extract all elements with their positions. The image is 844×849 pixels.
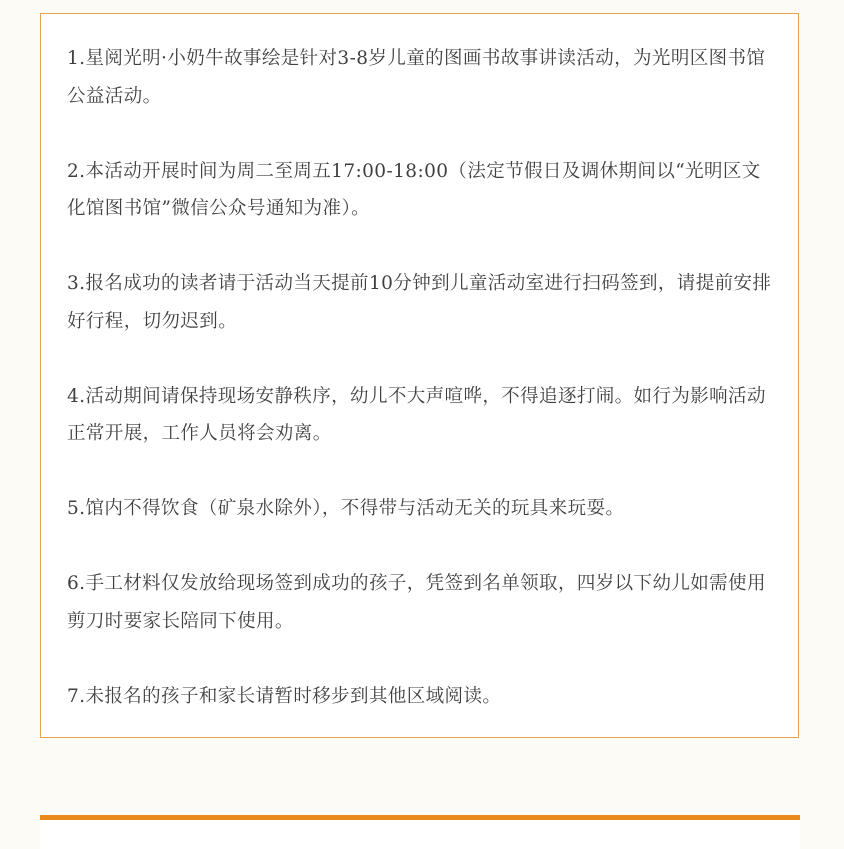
notice-item-1: 1.星阅光明·小奶牛故事绘是针对3-8岁儿童的图画书故事讲读活动，为光明区图书馆公益活动。	[67, 48, 766, 107]
notice-item-2: 2.本活动开展时间为周二至周五17:00-18:00（法定节假日及调休期间以“光明区文化馆图书馆”微信公众号通知为准）。	[67, 160, 761, 219]
notice-item-3: 3.报名成功的读者请于活动当天提前10分钟到儿童活动室进行扫码签到，请提前安排好行程，切勿迟到。	[67, 273, 772, 332]
notice-item-6: 6.手工材料仅发放给现场签到成功的孩子，凭签到名单领取，四岁以下幼儿如需使用剪刀时要家长陪同下使用。	[67, 573, 766, 632]
next-section-panel	[40, 820, 800, 849]
notice-item-4: 4.活动期间请保持现场安静秩序，幼儿不大声喧哗，不得追逐打闹。如行为影响活动正常开展，工作人员将会劝离。	[67, 385, 766, 444]
notice-item-7: 7.未报名的孩子和家长请暂时移步到其他区域阅读。	[67, 685, 502, 707]
notice-list	[67, 40, 779, 715]
notice-item-5: 5.馆内不得饮食（矿泉水除外），不得带与活动无关的玩具来玩耍。	[67, 498, 625, 519]
notice-box	[40, 13, 799, 738]
